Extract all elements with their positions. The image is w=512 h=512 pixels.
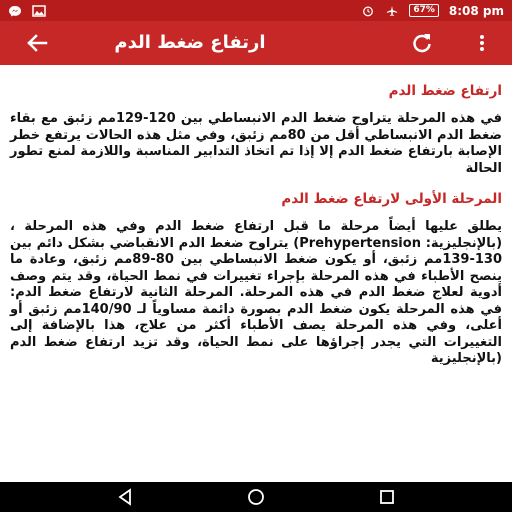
home-circle-icon: [247, 488, 265, 506]
nav-home-button[interactable]: [244, 486, 268, 508]
recents-square-icon: [378, 488, 396, 506]
alarm-icon: [361, 5, 375, 17]
status-time: 8:08 pm: [448, 3, 504, 18]
refresh-icon[interactable]: [410, 31, 434, 55]
airplane-icon: [385, 5, 399, 17]
back-arrow-icon[interactable]: [24, 31, 50, 55]
blank-area: [0, 405, 512, 482]
nav-recents-button[interactable]: [375, 486, 399, 508]
system-nav-bar: [0, 482, 512, 512]
nav-back-button[interactable]: [113, 486, 137, 508]
overflow-menu-icon[interactable]: [474, 31, 490, 55]
article-paragraph-2: يطلق عليها أيضاً مرحلة ما قبل ارتفاع ضغط الدم وفي هذه المرحلة ،(بالإنجليزية: Prehypertension) يتراوح ضغط الدم الانقباضي بشكل دائم بين 130-139مم زئبق، أو يكون ضغط الانبساطي بين 80-89مم زئبق، وعادة ما ينصح الأطباء في هذه المرحلة بإجراء تغييرات في نمط الحياة، وقد يتم وصف أدوية لعلاج ضغط الدم في هذه المرحلة. المرحلة الثانية لارتفاع ضغط الدم: في هذه المرحلة يكون ضغط الدم بصورة دائمة مساوياً لـ 140/90مم زئبق أو أعلى، وفي هذه المرحلة يصف الأطباء أكثر من علاج، هذا بالإضافة إلى التغييرات التي يجدر إجراؤها على نمط الحياة، وقد تزيد ارتفاع ضغط الدم (بالإنجليزية: [10, 219, 503, 366]
page-title: ارتفاع ضغط الدم: [114, 32, 266, 53]
messenger-icon: [8, 5, 22, 17]
back-triangle-icon: [116, 488, 134, 506]
article-paragraph-1: في هذه المرحلة يتراوح ضغط الدم الانبساطي بين 120-129مم زئبق مع بقاء ضغط الدم الانبساطي أقل من 80مم زئبق، وفي مثل هذه الحالات يرتفع خطر الإصابة بارتفاع ضغط الدم إلا إذا تم اتخاذ التدابير المناسبة واللازمة لمنع تطور الحالة: [10, 111, 502, 176]
image-icon: [32, 5, 46, 17]
article-heading-1: ارتفاع ضغط الدم: [388, 83, 502, 99]
article-heading-2: المرحلة الأولى لارتفاع ضغط الدم: [281, 191, 502, 207]
status-bar: [0, 0, 512, 21]
article-content[interactable]: [0, 65, 512, 405]
battery-icon: 67%: [409, 4, 439, 17]
app-bar: [0, 21, 512, 65]
